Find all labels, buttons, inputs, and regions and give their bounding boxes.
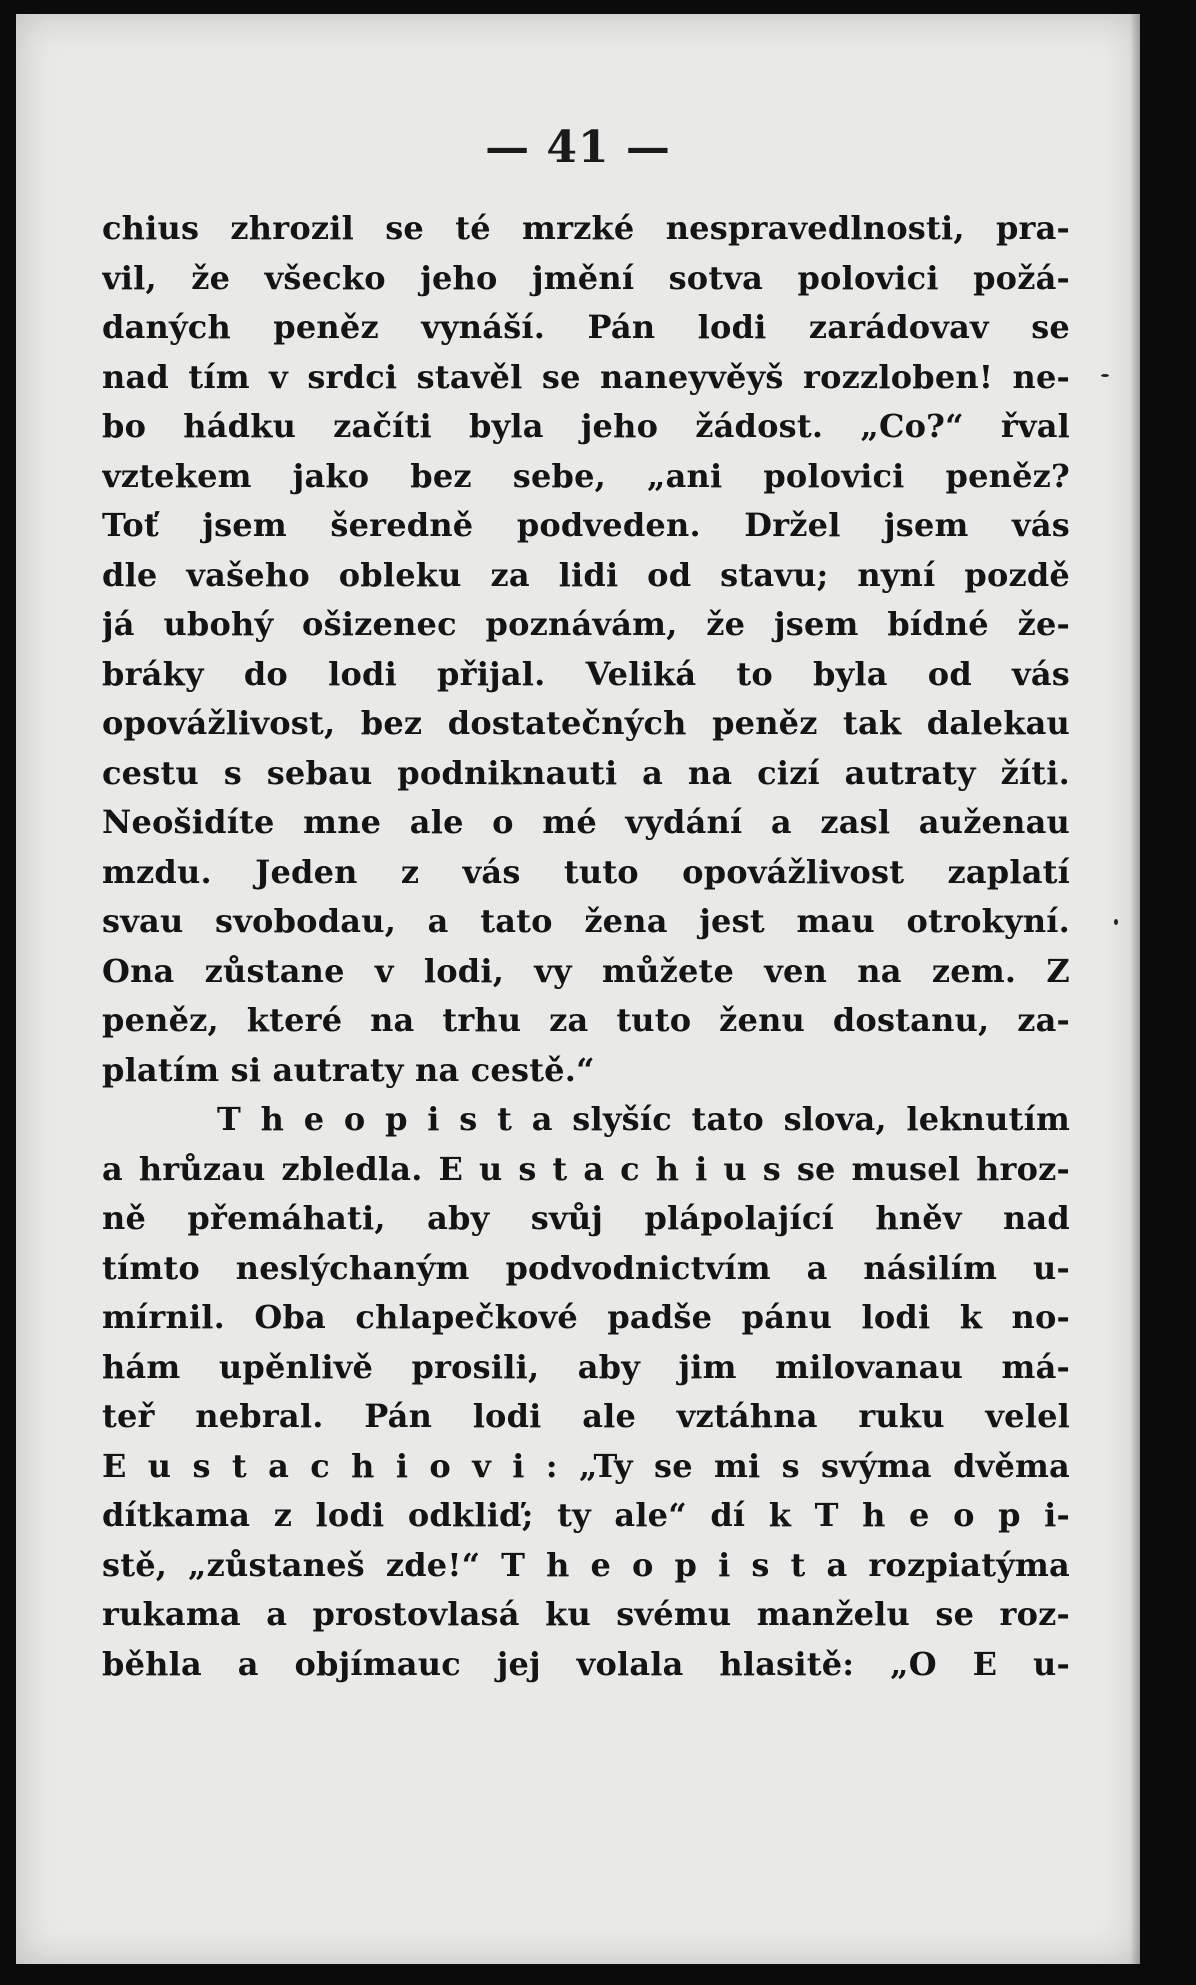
text-line: bráky do lodi přijal. Veliká to byla od vás [102,654,1070,693]
text-line: Ona zůstane v lodi, vy můžete ven na zem. Z [102,951,1070,990]
text-line: mírnil. Oba chlapečkové padše pánu lodi k no- [102,1298,1070,1336]
text-line: stě, „zůstaneš zde!“ T h e o p i s t a rozpiatýma [102,1545,1070,1584]
text-line: E u s t a c h i o v i : „Ty se mi s svýma dvěma [102,1446,1070,1485]
book-page [16,14,1140,1964]
text-line: chius zhrozil se té mrzké nespravedlnosti, pra- [102,209,1070,247]
text-line: hám upěnlivě prosili, aby jim milovanau má- [102,1347,1070,1386]
text-line: opovážlivost, bez dostatečných peněz tak dalekau [102,704,1070,742]
text-line: rukama a prostovlasá ku svému manželu se roz- [102,1595,1070,1633]
text-line: nad tím v srdci stavěl se naneyvěyš rozzloben! ne- [102,357,1070,396]
text-line: dle vašeho obleku za lidi od stavu; nyní pozdě [102,555,1070,594]
text-line: běhla a objímauc jej volala hlasitě: „O E u- [102,1644,1070,1683]
text-line: peněz, které na trhu za tuto ženu dostanu, za- [102,1001,1070,1039]
body-text [102,204,1070,1689]
text-line: a hrůzau zbledla. E u s t a c h i u s se musel hroz- [102,1149,1070,1188]
text-line: daných peněz vynáší. Pán lodi zarádovav se [102,308,1070,346]
text-line: ně přemáhati, aby svůj plápolající hněv nad [102,1199,1070,1237]
page-number: — 41 — [485,122,671,173]
text-line: vztekem jako bez sebe, „ani polovici peněz? [102,456,1070,495]
text-line: platím si autraty na cestě.“ [102,1050,595,1089]
text-line: tímto neslýchaným podvodnictvím a násilím u- [102,1248,1070,1287]
text-line: cestu s sebau podniknauti a na cizí autraty žíti. [102,753,1070,792]
text-line: Toť jsem šeredně podveden. Držel jsem vás [102,506,1070,544]
text-line: Neošidíte mne ale o mé vydání a zasl auženau [102,803,1070,841]
text-line: teř nebral. Pán lodi ale vztáhna ruku velel [102,1397,1070,1435]
text-line: mzdu. Jeden z vás tuto opovážlivost zaplatí [102,852,1070,891]
text-line: dítkama z lodi odkliď; ty ale“ dí k T h e o p i- [102,1496,1070,1534]
text-line: vil, že všecko jeho jmění sotva polovici požá- [102,258,1070,297]
text-line: já ubohý ošizenec poznávám, že jsem bídné že- [102,605,1070,643]
page-edge-shadow [1130,14,1140,1964]
print-speck [1101,374,1109,377]
text-line: svau svobodau, a tato žena jest mau otrokyní. [102,902,1070,940]
text-line-paragraph-start: T h e o p i s t a slyšíc tato slova, leknutím [217,1100,1070,1138]
print-speck [1114,919,1118,925]
text-line: bo hádku začíti byla jeho žádost. „Co?“ řval [102,407,1070,445]
